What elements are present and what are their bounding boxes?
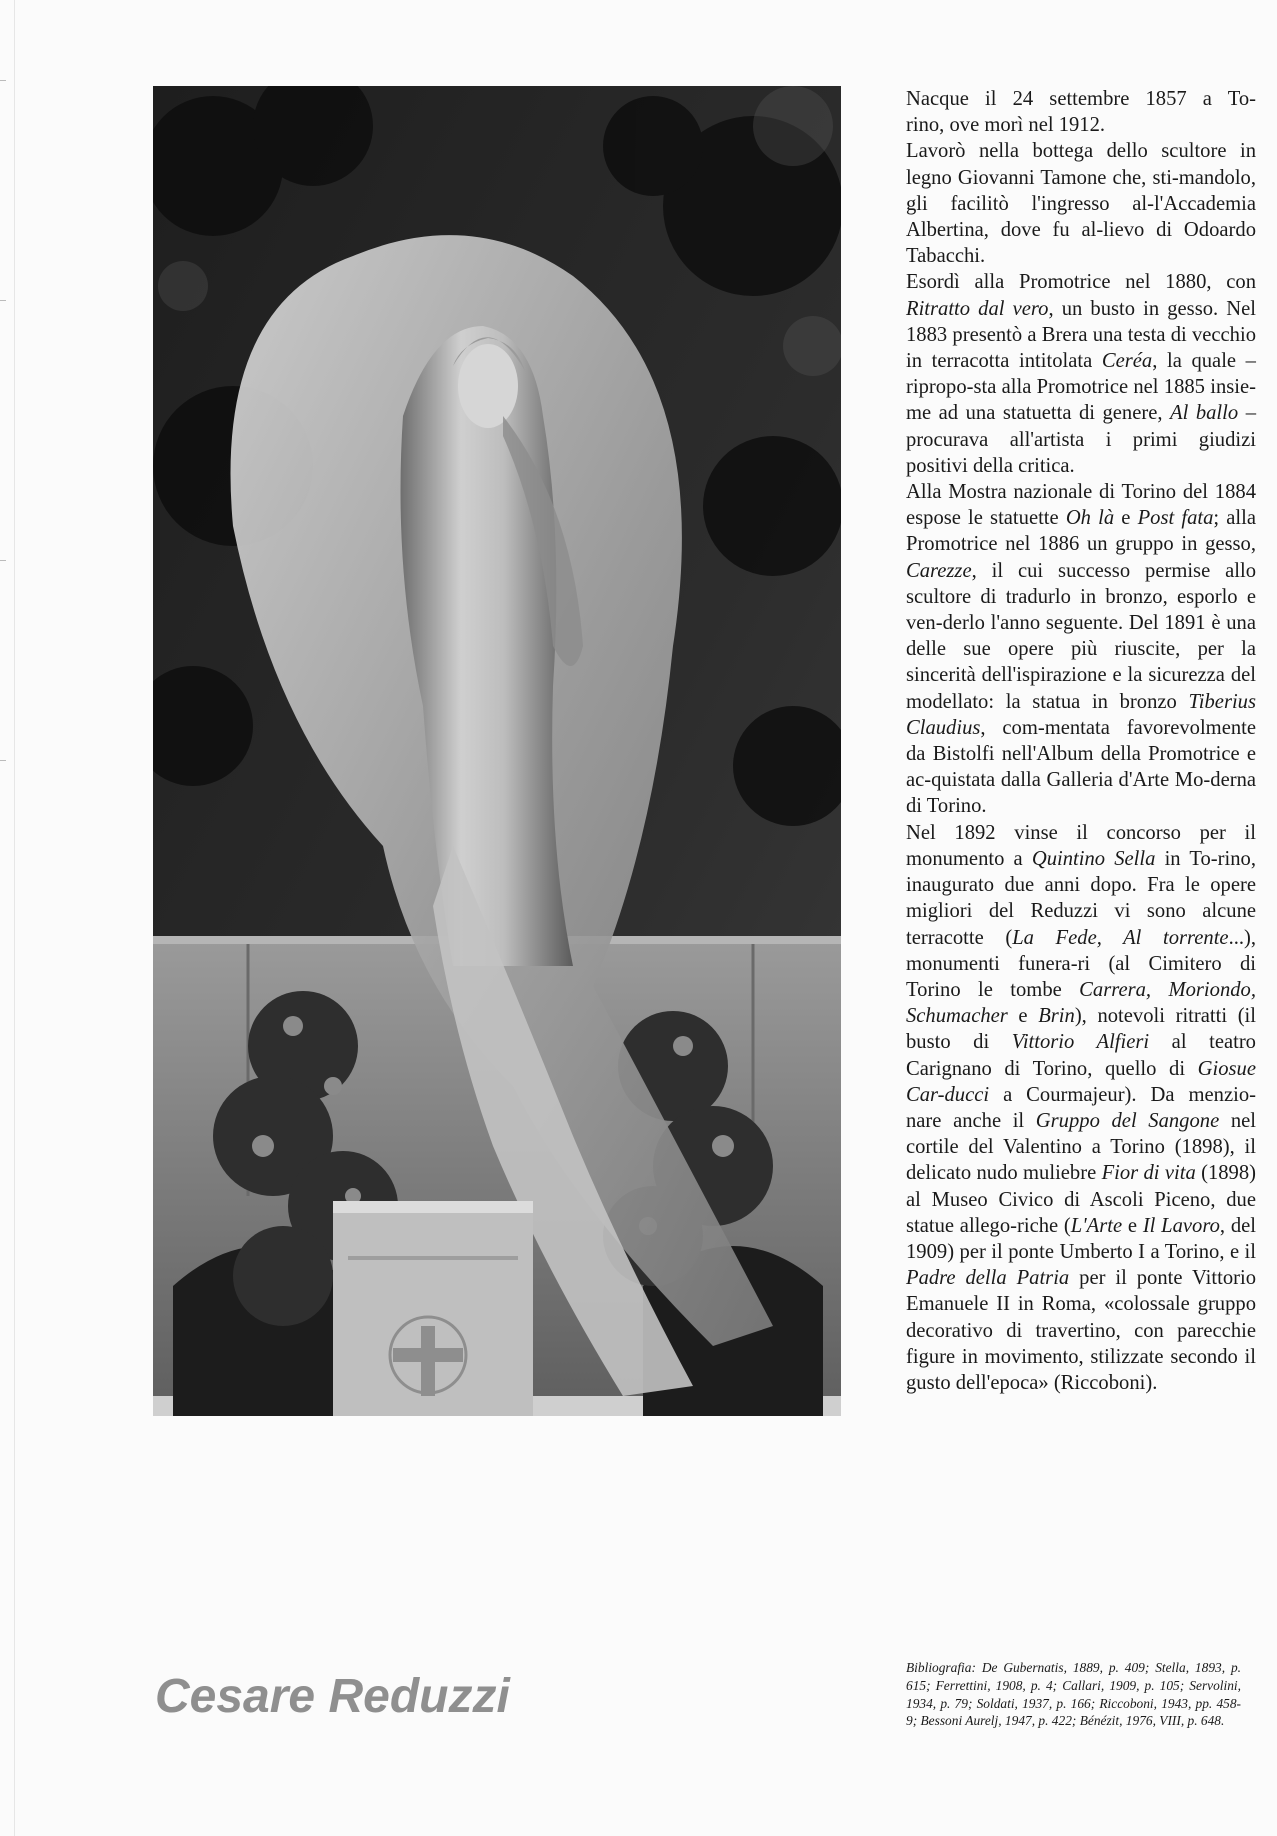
bibliography: Bibliografia: De Gubernatis, 1889, p. 409; Stella, 1893, p. 615; Ferrettini, 1908, p. 4; Callari, 1909, p. 105; Servolini, 1934, p. 79; Soldati, 1937, p. 166; Riccoboni, 1943, pp. 458-9; Bessoni Aurelj, 1947, p. 422; Bénézit, 1976, VIII, p. 648. [906, 1660, 1241, 1729]
page-binding-edge [0, 0, 15, 1836]
artist-name-title: Cesare Reduzzi [155, 1670, 510, 1723]
works-paragraph: Nel 1892 vinse il concorso per il monumento a Quintino Sella in To-rino, inaugurato due anni dopo. Fra le opere migliori del Reduzzi vi sono alcune terracotte (La Fede, Al torrente...), monumenti funera-ri (al Cimitero di Torino le tombe Carrera, Moriondo, Schumacher e Brin), notevoli ritratti (il busto di Vittorio Alfieri al teatro Carignano di Torino, quello di Giosue Car-ducci a Courmajeur). Da menzio-nare anche il Gruppo del Sangone nel cortile del Valentino a Torino (1898), il delicato nudo muliebre Fior di vita (1898) al Museo Civico di Ascoli Piceno, due statue allego-riche (L'Arte e Il Lavoro, del 1909) per il ponte Umberto I a Torino, e il Padre della Patria per il ponte Vittorio Emanuele II in Roma, «colossale gruppo decorativo di travertino, con parecchie figure in movimento, stilizzate secondo il gusto dell'epoca» (Riccoboni). [906, 821, 1257, 1394]
biography-text [906, 86, 1256, 1396]
sculpture-photo-icon [153, 86, 841, 1416]
training-paragraph: Lavorò nella bottega dello scultore in legno Giovanni Tamone che, sti-mandolo, gli facilitò l'ingresso al-l'Accademia Albertina, dove fu al-lievo di Odoardo Tabacchi. [906, 140, 1256, 268]
birth-death-paragraph [906, 86, 1256, 112]
exhibitions-paragraph: Alla Mostra nazionale di Torino del 1884 espose le statuette Oh là e Post fata; alla Promotrice nel 1886 un gruppo in gesso, Carezze, il cui successo permise allo scultore di tradurlo in bronzo, esporlo e ven-derlo l'anno seguente. Del 1891 è una delle sue opere più riuscite, per la sincerità dell'ispirazione e la sicurezza del modellato: la statua in bronzo Tiberius Claudius, com-mentata favorevolmente da Bistolfi nell'Album della Promotrice e ac-quistata dalla Galleria d'Arte Mo-derna di Torino. [906, 481, 1256, 818]
debut-paragraph: Esordì alla Promotrice nel 1880, con Ritratto dal vero, un busto in gesso. Nel 1883 presentò a Brera una testa di vecchio in terracotta intitolata Ceréa, la quale – ripropo-sta alla Promotrice nel 1885 insie-me ad una statuetta di genere, Al ballo – procurava all'artista i primi giudizi positivi della critica. [906, 271, 1257, 477]
birth-death-paragraph-end [906, 112, 1256, 138]
text-line: rino, ove morì nel 1912. [906, 114, 1106, 137]
sculpture-photo [153, 86, 841, 1416]
text-line: Nacque il 24 settembre 1857 a To- [906, 88, 1256, 110]
